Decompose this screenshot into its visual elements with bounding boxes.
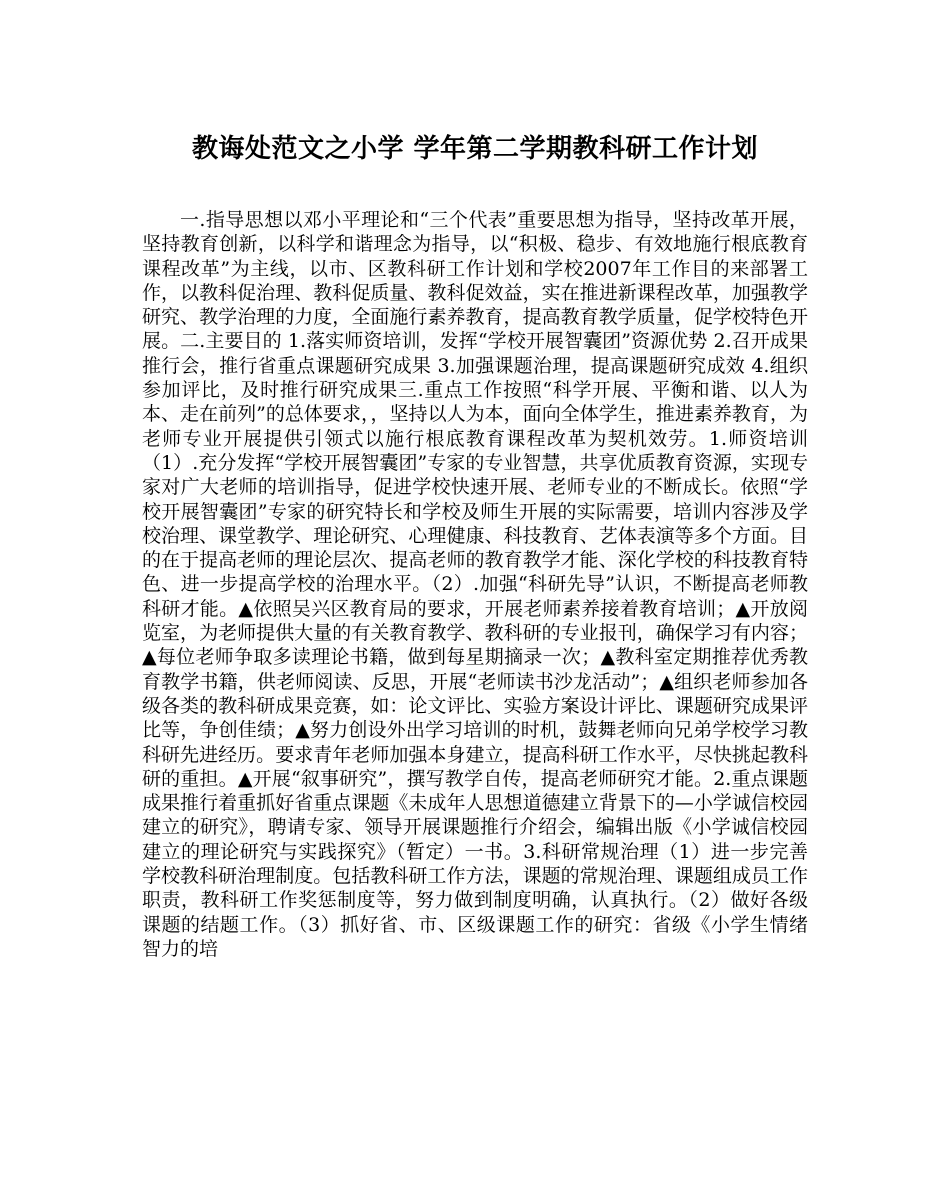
- document-title: 教诲处范文之小学 学年第二学期教科研工作计划: [191, 134, 759, 164]
- document-body-paragraph: 一.指导思想以邓小平理论和“三个代表”重要思想为指导，坚持改革开展，坚持教育创新，以科学和谐理念为指导，以“积极、稳步、有效地施行根底教育课程改革”为主线，以市、区教科研工作计划和学校2007年工作目的来部署工作，以教科促治理、教科促质量、教科促效益，实在推进新课程改革，加强教学研究、教学治理的力度，全面施行素养教育，提高教育教学质量，促学校特色开展。二.主要目的 1.落实师资培训，发挥“学校开展智囊团”资源优势 2.召开成果推行会，推行省重点课题研究成果 3.加强课题治理，提高课题研究成效 4.组织参加评比，及时推行研究成果三.重点工作按照“科学开展、平衡和谐、以人为本、走在前列”的总体要求，，坚持以人为本，面向全体学生，推进素养教育，为老师专业开展提供引领式以施行根底教育课程改革为契机效劳。1.师资培训（1）.充分发挥“学校开展智囊团”专家的专业智慧，共享优质教育资源，实现专家对广大老师的培训指导，促进学校快速开展、老师专业的不断成长。依照“学校开展智囊团”专家的研究特长和学校及师生开展的实际需要，培训内容涉及学校治理、课堂教学、理论研究、心理健康、科技教育、艺体表演等多个方面。目的在于提高老师的理论层次、提高老师的教育教学才能、深化学校的科技教育特色、进一步提高学校的治理水平。（2）.加强“科研先导”认识，不断提高老师教科研才能。▲依照吴兴区教育局的要求，开展老师素养接着教育培训；▲开放阅览室，为老师提供大量的有关教育教学、教科研的专业报刊，确保学习有内容；▲每位老师争取多读理论书籍，做到每星期摘录一次；▲教科室定期推荐优秀教育教学书籍，供老师阅读、反思，开展“老师读书沙龙活动”；▲组织老师参加各级各类的教科研成果竞赛，如：论文评比、实验方案设计评比、课题研究成果评比等，争创佳绩；▲努力创设外出学习培训的时机，鼓舞老师向兄弟学校学习教科研先进经历。要求青年老师加强本身建立，提高科研工作水平，尽快挑起教科研的重担。▲开展“叙事研究”，撰写教学自传，提高老师研究才能。2.重点课题成果推行着重抓好省重点课题《未成年人思想道德建立背景下的—小学诚信校园建立的研究》，聘请专家、领导开展课题推行介绍会，编辑出版《小学诚信校园建立的理论研究与实践探究》（暂定）一书。3.科研常规治理（1）进一步完善学校教科研治理制度。包括教科研工作方法，课题的常规治理、课题组成员工作职责，教科研工作奖惩制度等，努力做到制度明确，认真执行。（2）做好各级课题的结题工作。（3）抓好省、市、区级课题工作的研究：省级《小学生情绪智力的培: [142, 209, 808, 960]
